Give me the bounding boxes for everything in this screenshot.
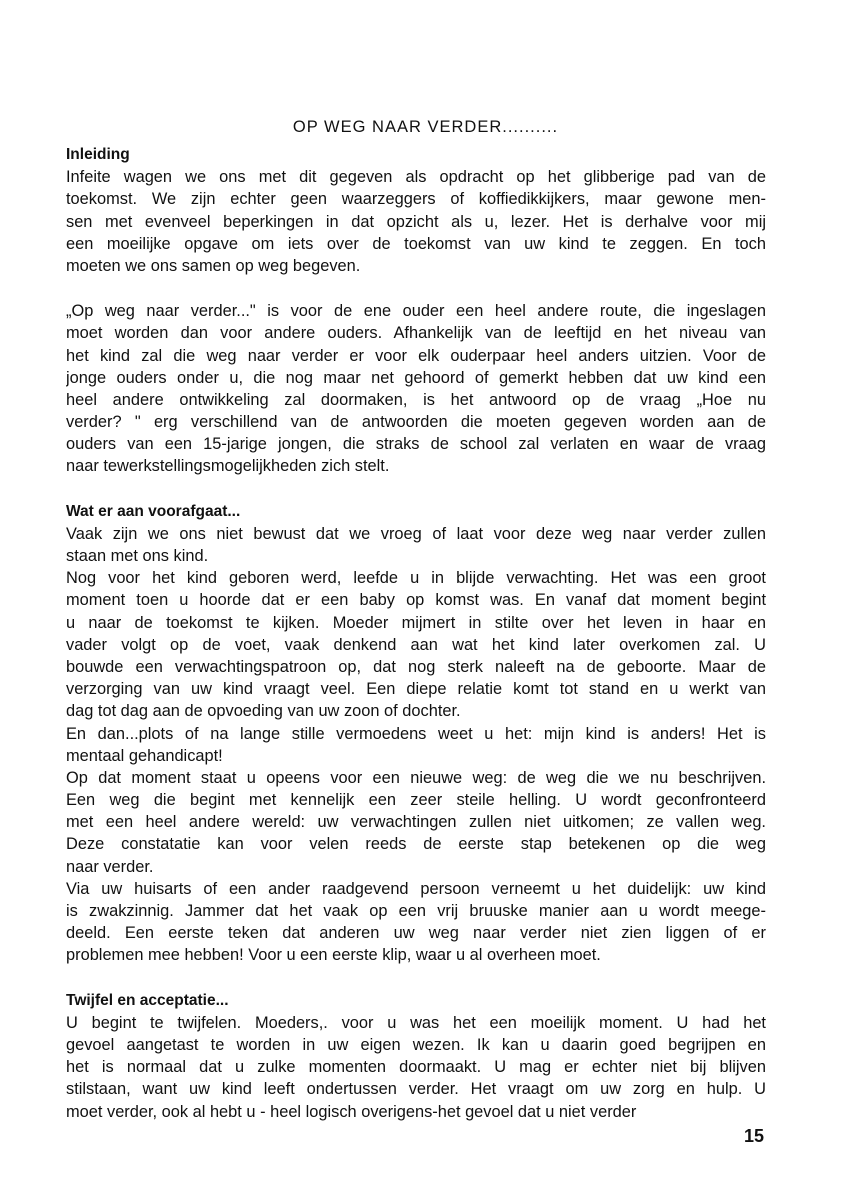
text-line: verder? " erg verschillend van de antwoorden die moeten gegeven worden aan de [66,413,766,432]
text-line: jonge ouders onder u, die nog maar net gehoord of gemerkt hebben dat uw kind een [66,368,766,387]
text-line: Op dat moment staat u opeens voor een nieuwe weg: de weg die we nu beschrijven. [66,768,766,787]
text-line: „Op weg naar verder..." is voor de ene ouder een heel andere route, die ingeslagen [66,302,766,321]
text-line: het is normaal dat u zulke momenten doormaakt. U mag er echter niet bij blijven [66,1058,766,1077]
section-heading: Twijfel en acceptatie... [66,991,229,1009]
text-line: gevoel aangetast te worden in uw eigen wezen. Ik kan u daarin goed begrijpen en [66,1035,766,1054]
text-line: ouders van een 15-jarige jongen, die straks de school zal verlaten en waar de vraag [66,435,766,454]
text-line: Nog voor het kind geboren werd, leefde u in blijde verwachting. Het was een groot [66,569,766,588]
text-line: U begint te twijfelen. Moeders,. voor u was het een moeilijk moment. U had het [66,1013,766,1032]
text-line: moment toen u hoorde dat er een baby op komst was. En vanaf dat moment begint [66,591,766,610]
paragraph-gap [66,277,766,300]
text-line: moet worden dan voor andere ouders. Afhankelijk van de leeftijd en het niveau van [66,324,766,343]
text-line: stilstaan, want uw kind leeft ondertussen verder. Het vraagt om uw zorg en hulp. U [66,1080,766,1099]
section-heading: Wat er aan voorafgaat... [66,502,241,520]
text-line: problemen mee hebben! Voor u een eerste klip, waar u al overheen moet. [66,946,601,965]
text-line: heel andere ontwikkeling zal doormaken, is het antwoord op de vraag „Hoe nu [66,390,766,409]
text-line: vader volgt op de voet, vaak denkend aan wat het kind later overkomen zal. U [66,635,766,654]
text-line: Vaak zijn we ons niet bewust dat we vroeg of laat voor deze weg naar verder zullen [66,524,766,543]
text-line: Infeite wagen we ons met dit gegeven als opdracht op het glibberige pad van de [66,168,766,187]
text-line: het kind zal die weg naar verder er voor elk ouderpaar heel anders uitzien. Voor de [66,346,766,365]
document-body [66,144,766,1123]
text-line: mentaal gehandicapt! [66,746,223,765]
paragraph-gap [66,967,766,990]
text-line: sen met evenveel beperkingen in dat opzicht als u, lezer. Het is derhalve voor mij [66,212,766,231]
text-line: een moeilijke opgave om iets over de toekomst van uw kind te zeggen. En toch [66,234,766,253]
text-line: En dan...plots of na lange stille vermoedens weet u het: mijn kind is anders! Het is [66,724,766,743]
text-line: bouwde een verwachtingspatroon op, dat nog sterk naleeft na de geboorte. Maar de [66,657,766,676]
text-line: dag tot dag aan de opvoeding van uw zoon of dochter. [66,702,461,721]
text-line: naar verder. [66,857,154,876]
text-line: deeld. Een eerste teken dat anderen uw weg naar verder niet zien liggen of er [66,924,766,943]
text-line: met een heel andere wereld: uw verwachtingen zullen niet uitkomen; ze vallen weg. [66,813,766,832]
text-line: staan met ons kind. [66,547,209,565]
text-line: moet verder, ook al hebt u - heel logisch overigens-het gevoel dat u niet verder [66,1102,637,1121]
text-line: is zwakzinnig. Jammer dat het vaak op een vrij bruuske manier aan u wordt meege- [66,902,766,920]
text-line: moeten we ons samen op weg begeven. [66,256,361,275]
text-line: u naar de toekomst te kijken. Moeder mijmert in stilte over het leven in haar en [66,613,766,632]
section-heading: Inleiding [66,146,130,163]
text-line: naar tewerkstellingsmogelijkheden zich stelt. [66,457,390,476]
text-line: Een weg die begint met kennelijk een zeer steile helling. U wordt geconfronteerd [66,791,766,810]
page-title: OP WEG NAAR VERDER.......... [292,118,559,136]
text-line: Via uw huisarts of een ander raadgevend persoon verneemt u het duidelijk: uw kind [66,879,766,898]
text-line: verzorging van uw kind vraagt veel. Een diepe relatie komt tot stand en u werkt van [66,680,766,699]
text-line: Deze constatatie kan voor velen reeds de eerste stap betekenen op die weg [66,835,766,854]
page-number: 15 [744,1126,765,1146]
paragraph-gap [66,478,766,501]
text-line: toekomst. We zijn echter geen waarzeggers of koffiedikkijkers, maar gewone men- [66,190,766,209]
